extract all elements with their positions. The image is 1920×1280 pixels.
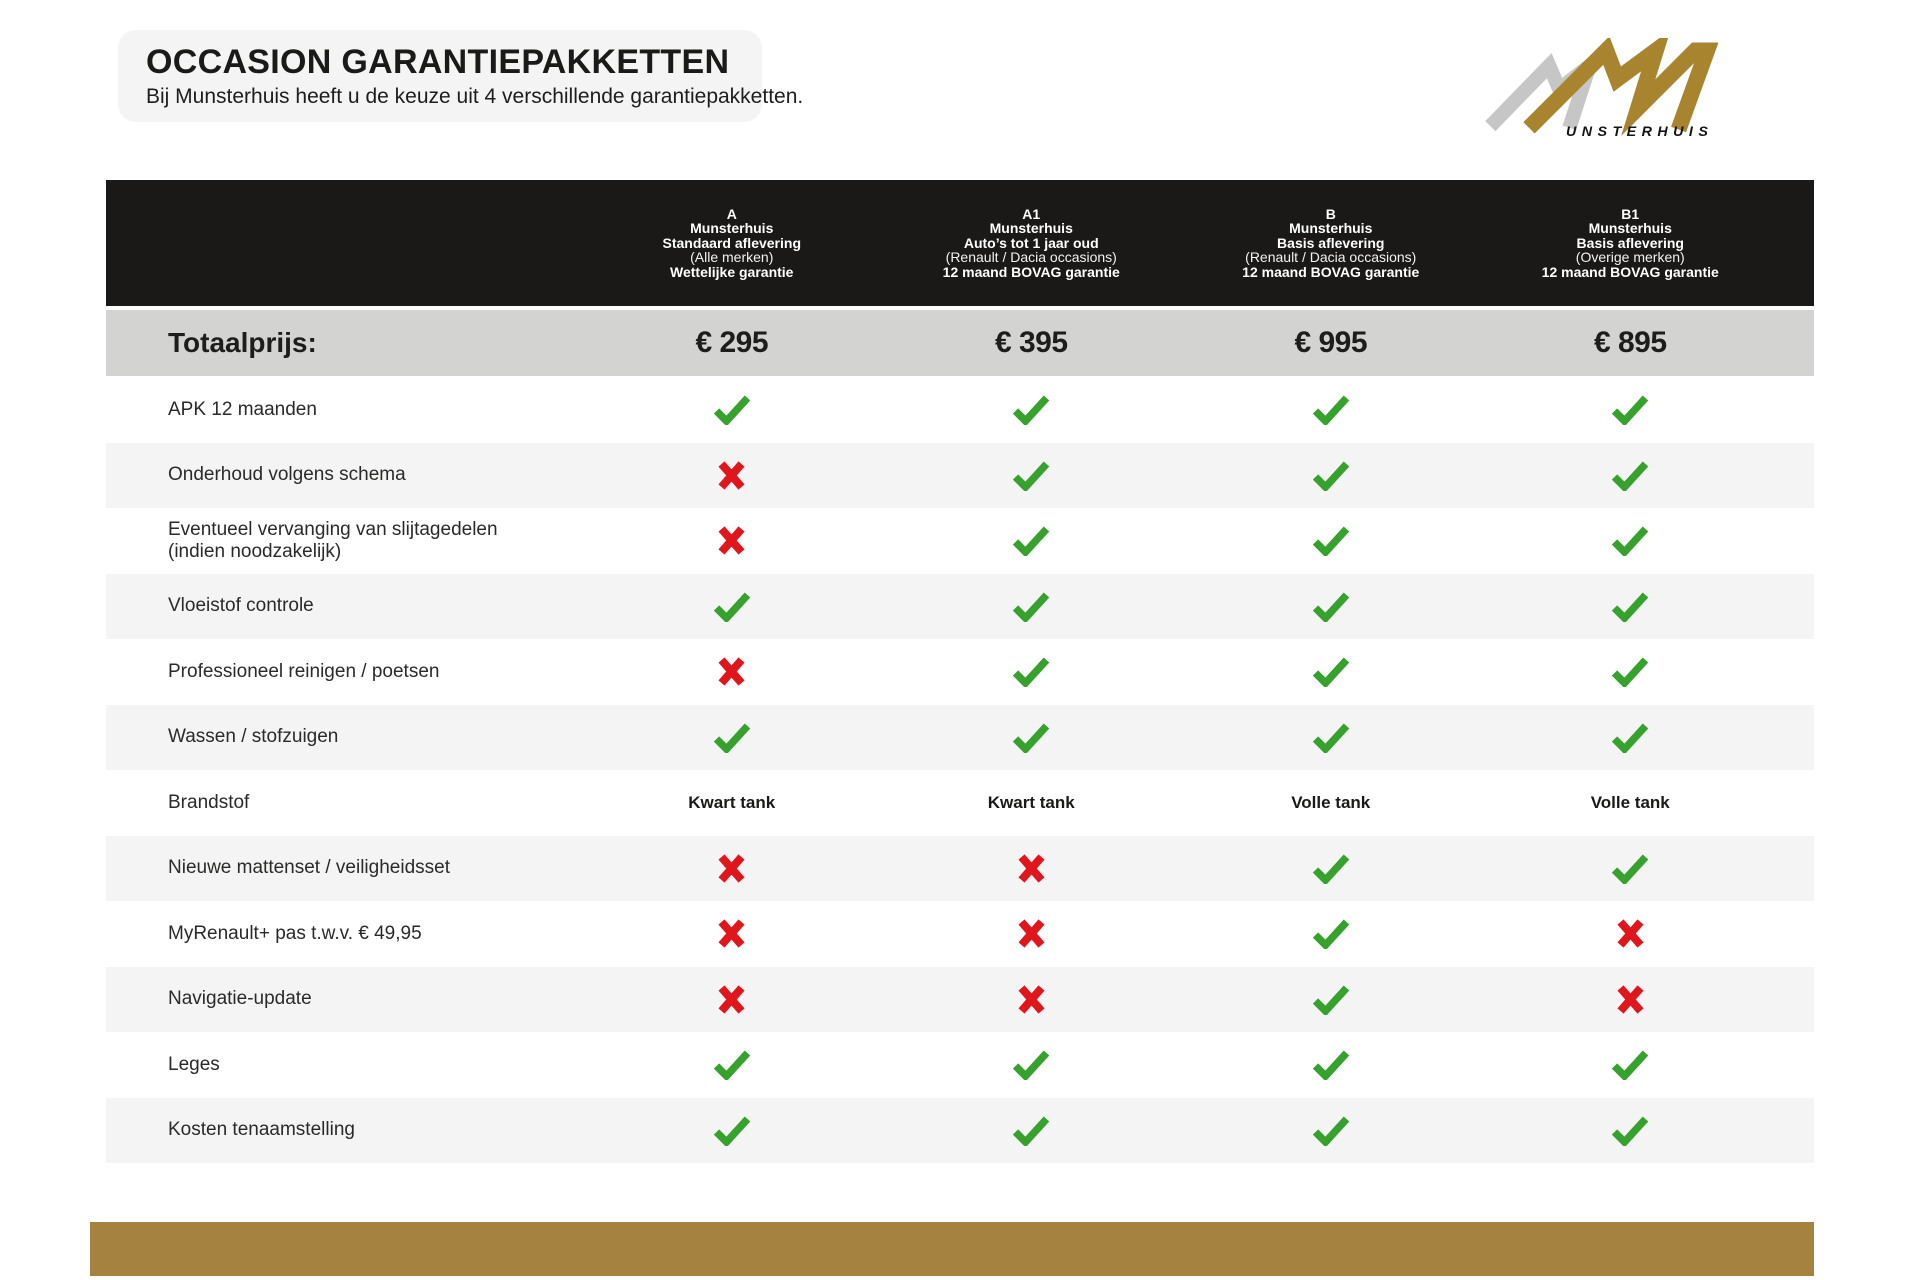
feature-label (106, 661, 582, 683)
feature-cell (1181, 984, 1481, 1015)
table-row (106, 443, 1814, 509)
check-icon (1311, 394, 1351, 425)
table-header (106, 180, 1814, 306)
check-icon (1610, 1115, 1650, 1146)
feature-cell (1181, 656, 1481, 687)
cross-icon (717, 656, 746, 687)
feature-label (106, 726, 582, 748)
feature-label-line1: Nieuwe mattenset / veiligheidsset (168, 857, 450, 879)
feature-label (106, 923, 582, 945)
feature-label-line1: Vloeistof controle (168, 595, 314, 617)
page-title: OCCASION GARANTIEPAKKETTEN (146, 43, 730, 81)
feature-cell (1481, 1049, 1781, 1080)
package-price: € 395 (994, 326, 1068, 359)
feature-cell (882, 460, 1182, 491)
cross-icon (717, 984, 746, 1015)
package-column-header (1181, 207, 1481, 280)
package-guarantee: 12 maand BOVAG garantie (942, 263, 1120, 280)
package-brand: Munsterhuis (1289, 220, 1373, 237)
feature-cell (882, 656, 1182, 687)
feature-cell (1181, 853, 1481, 884)
feature-cell (882, 394, 1182, 425)
check-icon (1011, 656, 1051, 687)
package-brand: Munsterhuis (690, 220, 774, 237)
check-icon (1610, 525, 1650, 556)
logo-wordmark: UNSTERHUIS (1566, 124, 1714, 141)
package-guarantee: 12 maand BOVAG garantie (1541, 263, 1719, 280)
check-icon (1011, 1049, 1051, 1080)
feature-label (106, 1119, 582, 1141)
check-icon (1311, 460, 1351, 491)
feature-label (106, 988, 582, 1010)
feature-cell (1181, 525, 1481, 556)
table-row (106, 508, 1814, 574)
check-icon (712, 722, 752, 753)
feature-cell (582, 525, 882, 556)
feature-cell (882, 1115, 1182, 1146)
cell-text: Volle tank (1291, 792, 1371, 812)
check-icon (1011, 460, 1051, 491)
feature-label-line1: Eventueel vervanging van slijtagedelen (168, 518, 498, 540)
feature-cell (882, 525, 1182, 556)
gold-footer-bar (90, 1222, 1814, 1276)
feature-cell (1481, 460, 1781, 491)
munsterhuis-logo (1482, 38, 1734, 142)
page-subtitle: Bij Munsterhuis heeft u de keuze uit 4 verschillende garantiepakketten. (146, 85, 804, 108)
feature-label (106, 857, 582, 879)
table-row (106, 639, 1814, 705)
check-icon (1311, 853, 1351, 884)
feature-cell (1481, 525, 1781, 556)
feature-cell (1181, 918, 1481, 949)
feature-cell (1181, 1049, 1481, 1080)
check-icon (1311, 984, 1351, 1015)
package-code: A (726, 205, 737, 222)
feature-cell (1181, 460, 1481, 491)
table-row (106, 705, 1814, 771)
check-icon (1610, 722, 1650, 753)
feature-label-line1: Leges (168, 1053, 220, 1075)
table-row (106, 574, 1814, 640)
feature-cell (582, 853, 882, 884)
feature-label (106, 792, 582, 814)
check-icon (1311, 722, 1351, 753)
feature-label-line1: Wassen / stofzuigen (168, 726, 339, 748)
feature-cell (1481, 918, 1781, 949)
check-icon (712, 394, 752, 425)
package-guarantee: 12 maand BOVAG garantie (1242, 263, 1420, 280)
feature-label (106, 399, 582, 421)
check-icon (1011, 525, 1051, 556)
package-price: € 995 (1294, 326, 1368, 359)
feature-label (106, 464, 582, 486)
feature-cell (1481, 656, 1781, 687)
feature-cell (882, 984, 1182, 1015)
package-column-header (1481, 207, 1781, 280)
table-row (106, 901, 1814, 967)
check-icon (1311, 1115, 1351, 1146)
feature-cell (582, 984, 882, 1015)
feature-cell (1181, 1115, 1481, 1146)
check-icon (1011, 1115, 1051, 1146)
check-icon (1311, 525, 1351, 556)
feature-cell (1181, 591, 1481, 622)
feature-cell (582, 722, 882, 753)
cross-icon (1017, 918, 1046, 949)
title-box (118, 30, 804, 122)
check-icon (1311, 656, 1351, 687)
feature-cell (1181, 722, 1481, 753)
cross-icon (717, 460, 746, 491)
price-row-label: Totaalprijs: (168, 327, 317, 358)
cell-text: Kwart tank (987, 792, 1075, 812)
table-row (106, 967, 1814, 1033)
package-scope: (Renault / Dacia occasions) (945, 249, 1117, 266)
feature-cell (882, 793, 1182, 813)
feature-cell (1481, 793, 1781, 813)
feature-label (106, 595, 582, 617)
table-row (106, 377, 1814, 443)
feature-cell (1181, 793, 1481, 813)
table-row (106, 1032, 1814, 1098)
feature-cell (582, 656, 882, 687)
feature-label (106, 1054, 582, 1076)
package-column-header (882, 207, 1182, 280)
cross-icon (1616, 984, 1645, 1015)
feature-label (106, 519, 582, 563)
package-brand: Munsterhuis (989, 220, 1073, 237)
check-icon (1610, 1049, 1650, 1080)
feature-label-line1: MyRenault+ pas t.w.v. € 49,95 (168, 922, 422, 944)
package-scope: (Alle merken) (690, 249, 774, 266)
feature-cell (582, 793, 882, 813)
feature-cell (582, 460, 882, 491)
feature-cell (882, 918, 1182, 949)
feature-cell (1481, 722, 1781, 753)
feature-cell (1481, 984, 1781, 1015)
package-variant: Basis aflevering (1277, 234, 1385, 251)
feature-cell (882, 1049, 1182, 1080)
package-guarantee: Wettelijke garantie (670, 263, 794, 280)
table-body (106, 377, 1814, 1163)
feature-cell (1481, 853, 1781, 884)
check-icon (712, 1049, 752, 1080)
feature-label-line1: Onderhoud volgens schema (168, 464, 406, 486)
feature-label-line1: Professioneel reinigen / poetsen (168, 660, 440, 682)
feature-label-line1: Brandstof (168, 791, 250, 813)
check-icon (1011, 722, 1051, 753)
package-variant: Auto’s tot 1 jaar oud (963, 234, 1099, 251)
check-icon (1011, 394, 1051, 425)
check-icon (1610, 656, 1650, 687)
table-row (106, 836, 1814, 902)
package-column-header (582, 207, 882, 280)
check-icon (712, 591, 752, 622)
feature-cell (1481, 591, 1781, 622)
cross-icon (1616, 918, 1645, 949)
feature-cell (582, 394, 882, 425)
cell-text: Volle tank (1590, 792, 1670, 812)
feature-cell (582, 918, 882, 949)
cross-icon (717, 918, 746, 949)
package-scope: (Overige merken) (1575, 249, 1685, 266)
check-icon (1011, 591, 1051, 622)
package-brand: Munsterhuis (1588, 220, 1672, 237)
feature-cell (1181, 394, 1481, 425)
table-row (106, 770, 1814, 836)
package-price: € 895 (1593, 326, 1667, 359)
feature-label-line1: Kosten tenaamstelling (168, 1119, 355, 1141)
feature-cell (1481, 394, 1781, 425)
check-icon (1610, 591, 1650, 622)
check-icon (1311, 591, 1351, 622)
cell-text: Kwart tank (688, 792, 776, 812)
package-code: A1 (1022, 205, 1041, 222)
feature-cell (882, 722, 1182, 753)
feature-label-line1: APK 12 maanden (168, 398, 317, 420)
cross-icon (1017, 853, 1046, 884)
feature-cell (582, 1115, 882, 1146)
package-scope: (Renault / Dacia occasions) (1245, 249, 1417, 266)
package-variant: Standaard aflevering (662, 234, 801, 251)
feature-label-line1: Navigatie-update (168, 988, 312, 1010)
check-icon (1311, 918, 1351, 949)
table-row (106, 1098, 1814, 1164)
package-price: € 295 (695, 326, 769, 359)
feature-label-line2: (indien noodzakelijk) (168, 540, 342, 562)
feature-cell (882, 591, 1182, 622)
cross-icon (717, 525, 746, 556)
check-icon (1610, 853, 1650, 884)
package-code: B (1325, 205, 1336, 222)
check-icon (1311, 1049, 1351, 1080)
feature-cell (1481, 1115, 1781, 1146)
cross-icon (1017, 984, 1046, 1015)
cross-icon (717, 853, 746, 884)
logo-gold-m (1529, 51, 1707, 130)
package-variant: Basis aflevering (1576, 234, 1684, 251)
package-code: B1 (1621, 205, 1640, 222)
feature-cell (582, 591, 882, 622)
check-icon (1610, 394, 1650, 425)
munsterhuis-logo-icon (1482, 38, 1734, 142)
check-icon (1610, 460, 1650, 491)
price-row (106, 310, 1814, 376)
feature-cell (582, 1049, 882, 1080)
check-icon (712, 1115, 752, 1146)
feature-cell (882, 853, 1182, 884)
